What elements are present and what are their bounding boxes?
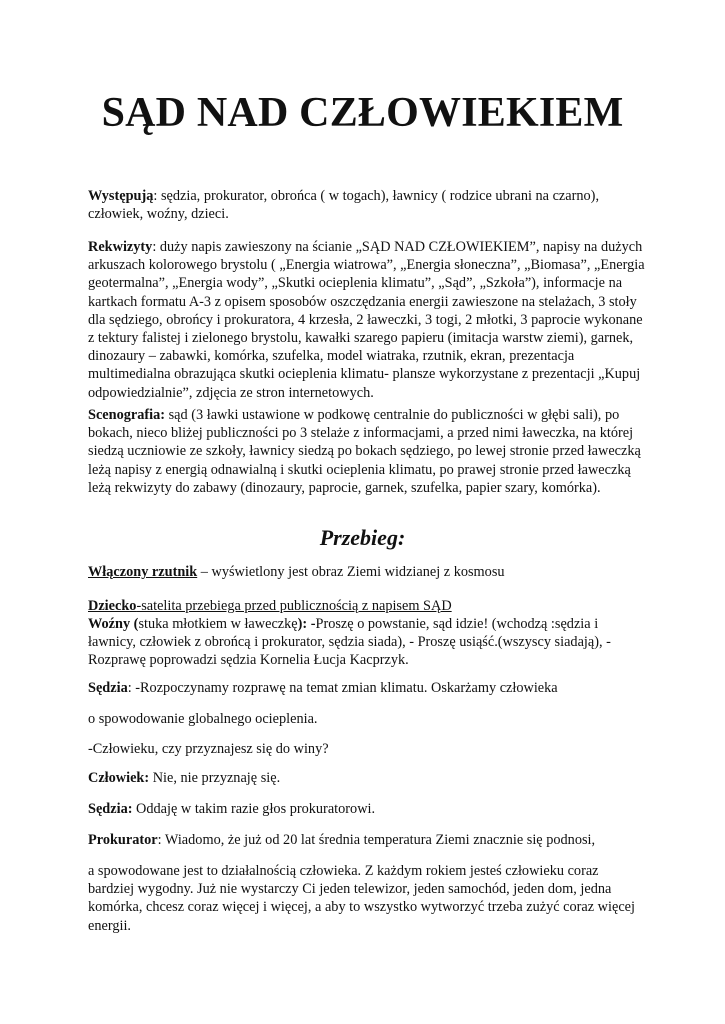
section-heading: Przebieg: <box>319 525 406 550</box>
judge-label-1: Sędzia <box>88 680 128 696</box>
usher-action: stuka młotkiem w ławeczkę <box>138 616 298 632</box>
judge-line-1 <box>88 679 648 697</box>
cast-label: Występują <box>88 188 154 204</box>
child-line <box>88 597 648 615</box>
scenery-label: Scenografia: <box>88 407 166 423</box>
judge-text-1: : -Rozpoczynamy rozprawę na temat zmian klimatu. Oskarżamy człowieka <box>127 680 558 696</box>
scenery-text: sąd (3 ławki ustawione w podkowę centralnie do publiczności w głębi sali), po bokach, nieco bliżej publiczności po 3 stelaże z informacjami, a przed nimi ławeczka, na której siedzą uczniowie ze szkoły, ławnicy siedzą po bokach sędziego, po lewej stronie przed ławeczką leżą napisy z energią odnawialną i skutki ocieplenia klimatu, po prawej stronie przed ławeczką leżą rekwizyty do zabawy (dinozaury, paprocie, garnek, szufelka, papier szary, komórka). <box>88 407 641 496</box>
projector-label: Włączony rzutnik <box>88 564 198 580</box>
usher-label-close: ): - <box>297 616 316 632</box>
judge-label-2: Sędzia: <box>88 801 133 817</box>
man-label: Człowiek: <box>88 770 150 786</box>
usher-text: Proszę o powstanie, sąd idzie! (wchodzą :sędzia i ławnicy, człowiek z obrońcą i prokurator, sędzia siada), - Proszę usiąść.(wszyscy siadają), -Rozprawę poprowadzi sędzia Kornelia Łucja Kacprzyk. <box>88 616 611 669</box>
man-text: Nie, nie przyznaję się. <box>149 770 281 786</box>
child-text: -satelita przebiega przed publicznością z napisem SĄD <box>136 598 452 614</box>
judge-question: -Człowieku, czy przyznajesz się do winy? <box>88 741 329 757</box>
prosecutor-line <box>88 831 648 849</box>
judge-line-2 <box>88 800 648 818</box>
projector-line <box>88 563 648 581</box>
cast-text: : sędzia, prokurator, obrońca ( w togach), ławnicy ( rodzice ubrani na czarno), człowiek, woźny, dzieci. <box>88 188 600 223</box>
prosecutor-text: : Wiadomo, że już od 20 lat średnia temperatura Ziemi znacznie się podnosi, <box>157 832 596 848</box>
document-title: SĄD NAD CZŁOWIEKIEM <box>101 90 624 136</box>
man-line <box>88 769 648 787</box>
usher-label: Woźny ( <box>88 616 139 632</box>
scenery-paragraph <box>88 406 648 497</box>
props-text: : duży napis zawieszony na ścianie „SĄD NAD CZŁOWIEKIEM”, napisy na dużych arkuszach kolorowego brystolu ( „Energia wiatrowa”, „Energia słoneczna”, „Biomasa”, „Energia geotermalna”, „Energia wody”, „Skutki ocieplenia klimatu”, „Sąd”, „Szkoła”), informacje na kartkach formatu A-3 z opisem sposobów oszczędzania energii zawieszone na stelażach, 3 stoły dla sędziego, obrońcy i prokuratora, 4 krzesła, 2 ławeczki, 3 togi, 2 młotki, 3 paprocie wykonane z tektury falistej i zielonego brystolu, kawałki szarego papieru (imitacja warstw ziemi), garnek, dinozaury – zabawki, komórka, szufelka, model wiatraka, rzutnik, ekran, prezentacja multimedialna obrazująca skutki ocieplenia klimatu- plansze wykorzystane z prezentacji „Kupuj odpowiedzialnie”, zdjęcia ze stron internetowych. <box>88 239 645 401</box>
props-paragraph <box>88 238 648 402</box>
prosecutor-paragraph-cont: a spowodowane jest to działalnością człowieka. Z każdym rokiem jesteś człowieku coraz bardziej wygodny. Już nie wystarczy Ci jeden telewizor, jeden samochód, jeden dom, jedna komórka, chcesz coraz więcej i więcej, a aby to wszystko wytworzyć trzeba zużyć coraz więcej energii. <box>88 863 635 934</box>
props-label: Rekwizyty <box>88 239 153 255</box>
projector-text: – wyświetlony jest obraz Ziemi widzianej z kosmosu <box>197 564 505 580</box>
usher-paragraph <box>88 615 648 670</box>
judge-text-2: Oddaję w takim razie głos prokuratorowi. <box>132 801 376 817</box>
child-label: Dziecko <box>88 598 137 614</box>
prosecutor-label: Prokurator <box>88 832 158 848</box>
judge-line-1-cont: o spowodowanie globalnego ocieplenia. <box>88 711 318 727</box>
cast-paragraph <box>88 187 648 223</box>
